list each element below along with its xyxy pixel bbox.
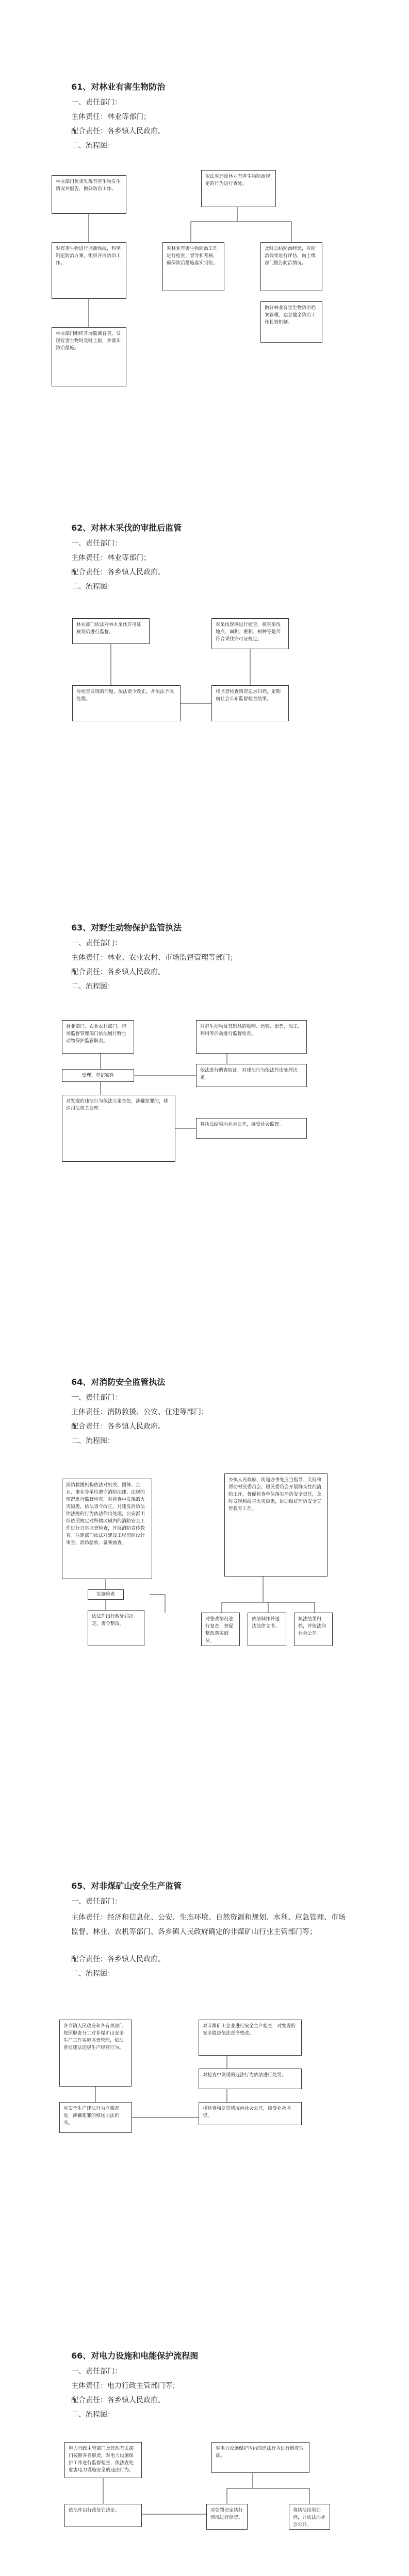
section-61-box-6: 及时总结防治经验，对防治效果进行评估，向上级部门报告防治情况。 xyxy=(260,242,322,291)
section-65-box-2: 对非煤矿山企业进行安全生产检查，对发现的安全隐患依法责令整改。 xyxy=(199,2020,302,2056)
section-63-line-4: 二、流程图： xyxy=(71,982,114,991)
section-66-box-5: 将执法结果归档，并依法向社会公开。 xyxy=(289,2504,330,2530)
section-66-line-2: 主体责任：电力行政主管部门等； xyxy=(71,2382,179,2390)
section-64-box-7: 执法结果归档，并依法向社会公开。 xyxy=(294,1613,333,1646)
section-63-box-4: 依法进行调查取证，对违法行为依法作出处理决定。 xyxy=(196,1064,307,1087)
section-64-box-5: 对整改情况进行复查，督促整改落实到位。 xyxy=(201,1613,240,1646)
section-63-line-2: 主体责任：林业、农业农村、市场监督管理等部门； xyxy=(71,954,237,962)
section-66-line-4: 二、流程图： xyxy=(71,2411,114,2419)
section-66-line-1: 一、责任部门： xyxy=(71,2367,122,2376)
section-64-line-3: 配合责任：各乡镇人民政府。 xyxy=(71,1422,165,1431)
section-64-box-2: 乡镇人民政府、街道办事处应当指导、支持和帮助村民委员会、居民委员会开展群众性的消防工作，督促检查单位落实消防安全责任，及时发现和报告火灾隐患，协助做好消防安全宣传教育工作。 xyxy=(224,1473,328,1577)
section-63-box-3: 受理、登记案件 xyxy=(62,1069,134,1082)
section-65-box-1: 各乡镇人民政府和各有关部门按照职责分工对非煤矿山安全生产工作实施监督管理，依法查处违法违规生产经营行为。 xyxy=(59,2020,132,2087)
section-65-box-5: 将检查和处罚情况向社会公开，接受社会监督。 xyxy=(199,2102,302,2125)
section-66-box-2: 对电力设施保护区内的违法行为进行调查取证。 xyxy=(211,2442,309,2473)
section-65-line-1: 一、责任部门： xyxy=(71,1897,122,1906)
section-64-box-4: 依法作出行政处罚决定，责令整改。 xyxy=(88,1610,144,1646)
section-64-line-2: 主体责任：消防救援、公安、住建等部门； xyxy=(71,1408,208,1416)
section-66-box-1: 电力行政主管部门及其他有关部门按照各自职责，对电力设施保护工作进行监督检查，依法查处危害电力设施安全的违法行为。 xyxy=(64,2442,142,2478)
section-66-line-3: 配合责任：各乡镇人民政府。 xyxy=(71,2396,165,2404)
section-61-title: 61、对林业有害生物防治 xyxy=(71,82,166,92)
section-62-connectors xyxy=(0,0,409,773)
section-65-box-3: 对检查中发现的违法行为依法进行处罚。 xyxy=(199,2069,302,2089)
section-63-box-5: 对发现的违法行为依法立案查处，涉嫌犯罪的，移送司法机关处理。 xyxy=(62,1095,175,1162)
section-62-title: 62、对林木采伐的审批后监管 xyxy=(71,523,182,533)
section-64-box-1: 消防救援机构依法对机关、团体、企业、事业等单位遵守消防法律、法规的情况进行监督检查，对检查中发现的火灾隐患，依法责令改正，对违反消防法律法规的行为依法作出处理。公安派出所依照规定对所辖区域内的消防安全工作进行日常监督检查，开展消防宣传教育。住建部门依法对建设工程消防设计审查、消防验收、备案抽查。 xyxy=(62,1479,152,1579)
section-61-box-2: 对有害生物进行监测预报，科学制定防治方案，组织开展防治工作。 xyxy=(52,242,126,299)
section-62-line-2: 主体责任：林业等部门； xyxy=(71,554,151,562)
section-61-box-4: 依法对违反林业有害生物防治规定的行为进行查处。 xyxy=(201,170,276,207)
section-65-title: 65、对非煤矿山安全生产监管 xyxy=(71,1881,182,1891)
section-66-box-3: 依法作出行政处罚决定。 xyxy=(64,2504,142,2527)
section-65-line-2: 主体责任：经济和信息化、公安、生态环境、自然资源和规划、水利、应急管理、市场监督、林业、农机等部门、各乡镇人民政府确定的非煤矿山行业主管部门等； xyxy=(71,1913,346,1936)
section-66-title: 66、对电力设施和电能保护流程图 xyxy=(71,2351,199,2361)
section-62-box-4: 将监督检查情况记录归档，定期向社会公布监督检查结果。 xyxy=(211,685,289,721)
section-64-title: 64、对消防安全监管执法 xyxy=(71,1377,166,1387)
section-64-box-3: 实施检查 xyxy=(88,1589,124,1600)
section-61-line-4: 二、流程图： xyxy=(71,142,114,150)
section-64-box-6: 依法制作并送达法律文书。 xyxy=(248,1613,286,1646)
section-64-line-1: 一、责任部门： xyxy=(71,1394,122,1402)
section-62-box-1: 林业部门依法对林木采伐许可证核发后进行监督。 xyxy=(72,618,150,644)
section-62-line-4: 二、流程图： xyxy=(71,583,114,591)
section-61-box-3: 林业部门组织开展监测普查，发现有害生物时及时上报，并落实防治措施。 xyxy=(52,327,126,386)
section-61-box-1: 林业部门负责发现有害生物发生情况并报告，做好防治工作。 xyxy=(52,175,126,214)
section-65-box-4: 对安全生产违法行为立案查处，涉嫌犯罪的移送司法机关。 xyxy=(59,2102,132,2133)
section-61-line-2: 主体责任：林业等部门； xyxy=(71,113,151,121)
section-66-box-4: 对处罚决定执行情况进行监督。 xyxy=(206,2504,248,2530)
section-63-line-1: 一、责任部门： xyxy=(71,939,122,947)
section-63-box-6: 将执法结果向社会公开，接受社会监督。 xyxy=(196,1118,307,1139)
section-63-line-3: 配合责任：各乡镇人民政府。 xyxy=(71,968,165,976)
section-63-box-1: 林业部门、农业农村部门、市场监督管理部门依法履行野生动物保护监管职责。 xyxy=(62,1020,134,1054)
section-65-line-4: 二、流程图： xyxy=(71,1970,114,1978)
section-61-line-3: 配合责任：各乡镇人民政府。 xyxy=(71,127,165,135)
section-61-box-5: 对林业有害生物防治工作进行检查、督导和考核，确保防治措施落实到位。 xyxy=(162,242,224,291)
section-62-line-3: 配合责任：各乡镇人民政府。 xyxy=(71,568,165,577)
section-65-line-3: 配合责任：各乡镇人民政府。 xyxy=(71,1955,165,1963)
section-61-line-1: 一、责任部门： xyxy=(71,98,122,107)
section-62-line-1: 一、责任部门： xyxy=(71,539,122,548)
section-64-line-4: 二、流程图： xyxy=(71,1437,114,1445)
section-63-title: 63、对野生动物保护监管执法 xyxy=(71,923,182,933)
section-61-box-7: 做好林业有害生物防治档案管理，建立健全防治工作长效机制。 xyxy=(260,301,322,343)
section-62-box-3: 对检查发现的问题，依法责令改正，并依法予以处理。 xyxy=(72,685,181,721)
section-62-box-2: 对采伐现场进行检查，核实采伐地点、面积、蓄积、树种等是否符合采伐许可证规定。 xyxy=(211,618,289,649)
section-63-box-2: 对野生动物及其制品的收购、运输、出售、加工、利用等活动进行监督检查。 xyxy=(196,1020,307,1054)
